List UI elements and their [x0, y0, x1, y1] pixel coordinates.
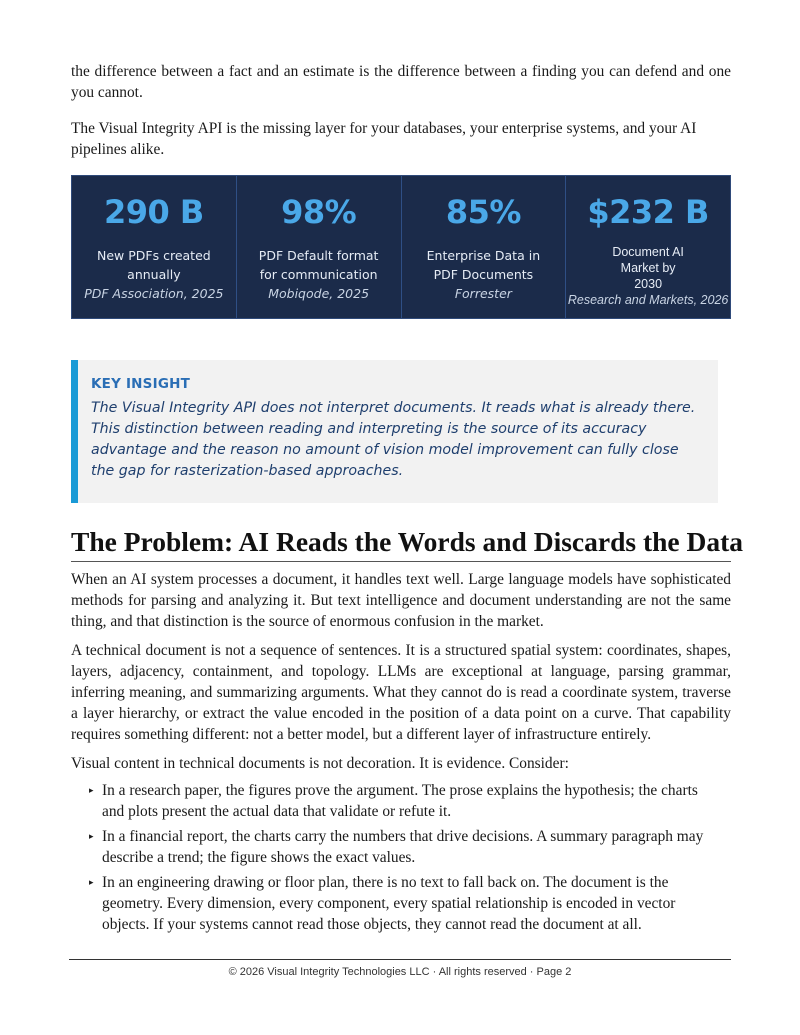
stat-label: PDF Default format for communication — [258, 248, 379, 282]
stat-source: Forrester — [454, 286, 512, 301]
list-item — [71, 780, 731, 822]
stat-label: New PDFs created annually — [97, 248, 211, 282]
stat-document-ai-market — [566, 176, 730, 318]
key-insight-title: KEY INSIGHT — [91, 376, 191, 392]
triangle-bullet-icon: ▸ — [89, 785, 94, 795]
stat-source: Mobiqode, 2025 — [268, 286, 370, 301]
stat-enterprise-data — [402, 176, 567, 318]
list-item-text: In a research paper, the figures prove the argument. The prose explains the hypothesis; the charts and plots present the actual data that validate or refute it. — [102, 782, 698, 820]
key-insight-body: The Visual Integrity API does not interpret documents. It reads what is already there. This distinction between reading and interpreting is the source of its accuracy advantage and the reason no amount of vision model improvement can fully close the gap for rasterization-based approaches. — [91, 400, 696, 479]
triangle-bullet-icon: ▸ — [89, 831, 94, 841]
list-item — [71, 826, 731, 868]
evidence-bullet-list — [71, 780, 731, 935]
stats-panel — [71, 175, 731, 319]
stat-value: 98% — [281, 193, 357, 231]
intro-paragraph-api: The Visual Integrity API is the missing layer for your databases, your enterprise systems, and your AI pipelines alike. — [71, 120, 697, 158]
page-footer: © 2026 Visual Integrity Technologies LLC · All rights reserved · Page 2 — [228, 966, 572, 978]
key-insight-callout — [71, 360, 718, 503]
section-paragraph: When an AI system processes a document, it handles text well. Large language models have sophisticated methods for parsing and analyzing it. But text intelligence and document understanding are not the same thing, and that distinction is the source of enormous confusion in the market. — [71, 571, 731, 630]
stat-source: Research and Markets, 2026 — [567, 293, 729, 307]
stat-value: $232 B — [587, 193, 709, 231]
stat-source: PDF Association, 2025 — [84, 286, 224, 301]
section-heading: The Problem: AI Reads the Words and Discards the Data — [71, 526, 731, 562]
list-item-text: In a financial report, the charts carry the numbers that drive decisions. A summary paragraph may describe a trend; the figure shows the exact values. — [102, 828, 704, 866]
stat-label: Enterprise Data in PDF Documents — [426, 248, 541, 282]
stat-label: Document AI Market by 2030 — [612, 245, 684, 291]
section-body — [71, 569, 731, 939]
intro-paragraph-continued: the difference between a fact and an estimate is the difference between a finding you can defend and one you cannot. — [71, 63, 731, 101]
list-item — [71, 872, 731, 935]
footer-divider — [69, 959, 731, 960]
list-item-text: In an engineering drawing or floor plan, there is no text to fall back on. The document is the geometry. Every dimension, every component, every spatial relationship is encoded in vector objects. If your systems cannot read those objects, they cannot read the document at all. — [102, 874, 676, 933]
section-paragraph: A technical document is not a sequence of sentences. It is a structured spatial system: coordinates, shapes, layers, adjacency, containment, and topology. LLMs are exceptional at language, parsing grammar, inferring meaning, and summarizing arguments. What they cannot do is read a coordinate system, traverse a layer hierarchy, or extract the value encoded in the position of a data point on a curve. That capability requires something different: not a better model, but a different layer of infrastructure entirely. — [71, 642, 731, 743]
stat-pdfs-created — [72, 176, 237, 318]
section-paragraph: Visual content in technical documents is not decoration. It is evidence. Consider: — [71, 755, 569, 772]
stat-value: 290 B — [103, 193, 204, 231]
triangle-bullet-icon: ▸ — [89, 877, 94, 887]
stat-pdf-default-format — [237, 176, 402, 318]
stat-value: 85% — [445, 193, 521, 231]
